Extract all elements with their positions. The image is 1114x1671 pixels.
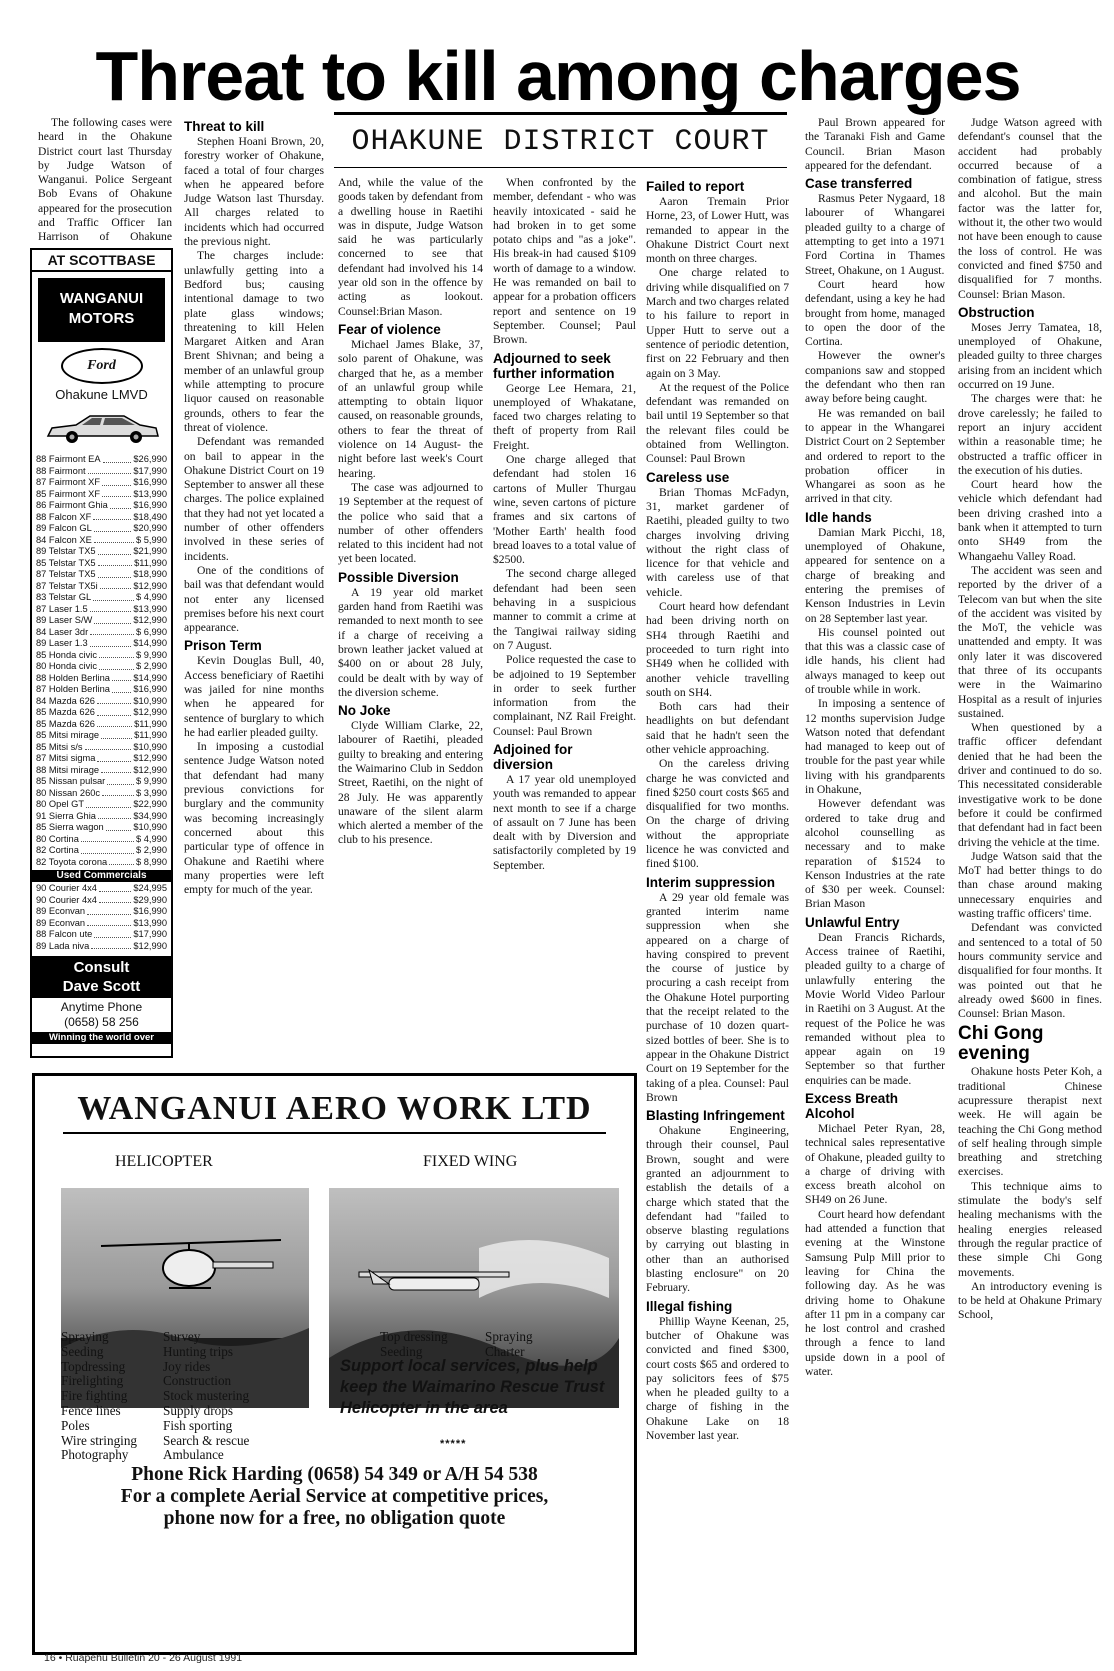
price-row [36, 929, 167, 941]
slogan: Winning the world over [32, 1032, 171, 1044]
vehicle-price: $11,990 [134, 718, 167, 729]
service-item: Seeding [380, 1343, 423, 1359]
price-row [36, 730, 167, 742]
vehicle-name: 87 Mitsi sigma [36, 753, 96, 763]
vehicle-name: 88 Falcon XF [36, 511, 92, 522]
price-row [36, 581, 167, 593]
vehicle-name: 85 Mitsi s/s [36, 741, 83, 752]
vehicle-price: $ 4,990 [135, 592, 167, 602]
vehicle-name: 85 Mazda 626 [36, 718, 95, 729]
vehicle-name: 86 Fairmont Ghia [36, 500, 108, 510]
service-item: Poles [61, 1417, 90, 1433]
wanganui-motors-logo: WANGANUI MOTORS [38, 278, 165, 342]
price-row [36, 765, 167, 777]
price-row [36, 753, 167, 765]
vehicle-name: 85 Telstar TX5 [36, 557, 96, 568]
vehicle-name: 82 Cortina [36, 845, 79, 855]
vehicle-price: $10,990 [133, 822, 167, 832]
column-4: When confronted by the member, defendant - who was heavily intoxicated - said he had broken in to get some potato chips and "as a joke". His break-in had caused $109 worth of damage to a window. He was remanded on bail to appear for a probation officers report and sentence on 19 September. Counsel; Paul Brown. Adjourned to seek further information George Lee Hemara, 21, unemployed of Whakatane, faced two charges relating to theft of property from Rail Freight. One charge alleged that defendant had stolen 16 cartons of Muller Thurgau wine, seven cartons of picture frames and six cartons of 'Mother Earth' health food bread loaves to a total value of $2500. The second charge alleged defendant had been seen behaving in a suspicious manner to commit a crime at the Tangiwai railway siding on 7 August. Police requested the case to be adjoined to 19 September in order to seek further information from the complainant, NZ Rail Freight. Counsel: Paul Brown Adjoined for diversion A 17 year old unemployed youth was remanded to appear next month to see if a charge of assault on 7 June has been dealt with by Diversion and satisfactorily completed by 19 September. [493, 176, 636, 872]
vehicle-price: $17,990 [133, 929, 167, 939]
section-heading: Idle hands [805, 509, 872, 525]
vehicle-price: $ 2,990 [135, 661, 167, 671]
price-row [36, 592, 167, 604]
vehicle-name: 87 Laser 1.5 [36, 603, 88, 614]
services-list-2 [163, 1330, 249, 1463]
price-row [36, 477, 167, 489]
vehicle-name: 87 Telstar TX5 [36, 569, 96, 579]
service-item: Top dressing [380, 1329, 448, 1344]
price-row [36, 799, 167, 811]
service-item: Supply drops [163, 1402, 233, 1418]
price-row [36, 454, 167, 466]
service-item: Ambulance [163, 1447, 224, 1463]
service-item: Joy rides [163, 1358, 211, 1374]
vehicle-price: $17,990 [133, 465, 167, 476]
price-row [36, 535, 167, 547]
car-price-list [32, 450, 171, 868]
section-heading: No Joke [338, 703, 391, 719]
service-item: Stock mustering [163, 1388, 250, 1404]
vehicle-price: $16,990 [133, 684, 167, 694]
vehicle-name: 85 Nissan pulsar [36, 776, 106, 786]
vehicle-name: 89 Telstar TX5 [36, 546, 96, 556]
vehicle-name: 82 Toyota corona [36, 856, 108, 867]
vehicle-price: $ 2,990 [135, 845, 167, 855]
divider [63, 1132, 606, 1134]
column-3: And, while the value of the goods taken by defendant from a dwelling house in Raetihi was in dispute, Judge Watson said he was particularly concerned to see that defendant had involved his 14 year old son in the offence by acting as lookout. Counsel:Brian Mason. Fear of violence Michael James Blake, 37, solo parent of Ohakune, was charged that he, as a member of an unlawful group while attempting to obtain liquor caused, on reasonable grounds, others to fear the threat of violence on 14 August- the night before last week's Court hearing. The case was adjourned to 19 September at the request of the police who said that a number of other offenders related to this incident had not yet been located. Possible Diversion A 19 year old market garden hand from Raetihi was remanded to next month to see if a charge of receiving a brown leather jacket valued at $400 on or about 28 July, could be dealt with by way of the diversion scheme. No Joke Clyde William Clarke, 22, labourer of Raetihi, pleaded guilty to breaking and entering the Waimarino Club in Seddon Street, Raetihi, on the night of 28 July. He was apparently unaware of the silent alarm which alerted a member of the club to his presence. [338, 176, 483, 847]
vehicle-name: 87 Telstar TX5i [36, 580, 98, 591]
fixed-wing-label: FIXED WING [423, 1153, 518, 1170]
service-item: Search & rescue [163, 1432, 250, 1448]
vehicle-price: $ 9,990 [135, 776, 167, 786]
contact-block: Phone Rick Harding (0658) 54 349 or A/H 54 538 For a complete Aerial Service at competitive prices, phone now for a free, no obligation quote [120, 1464, 549, 1529]
vehicle-price: $14,990 [133, 638, 167, 648]
vehicle-price: $ 9,990 [135, 649, 167, 660]
vehicle-name: 91 Sierra Ghia [36, 810, 96, 821]
vehicle-name: 85 Mitsi mirage [36, 730, 100, 740]
price-row [36, 627, 167, 639]
price-row [36, 500, 167, 512]
vehicle-price: $10,990 [133, 741, 167, 752]
section-heading: Adjoined for diversion [493, 741, 573, 772]
vehicle-name: 88 Holden Berlina [36, 672, 110, 683]
vehicle-name: 89 Econvan [36, 906, 86, 916]
vehicle-name: 89 Falcon GL [36, 523, 92, 533]
section-heading: Illegal fishing [646, 1298, 733, 1314]
vehicle-price: $12,990 [133, 615, 167, 625]
section-heading: Possible Diversion [338, 569, 459, 585]
section-heading: Interim suppression [646, 874, 776, 890]
price-row [36, 546, 167, 558]
vehicle-price: $18,490 [133, 511, 167, 522]
section-heading: Threat to kill [184, 119, 265, 134]
service-item: Seeding [61, 1343, 104, 1359]
support-message: Support local services, plus help keep the Waimarino Rescue Trust Helicopter in the area [340, 1357, 605, 1417]
service-item: Fence lines [61, 1402, 121, 1418]
column-1 [38, 116, 172, 246]
price-row [36, 742, 167, 754]
vehicle-name: 85 Honda civic [36, 649, 97, 660]
service-item: Spraying [485, 1329, 533, 1344]
vehicle-name: 88 Fairmont EA [36, 454, 101, 464]
price-row [36, 650, 167, 662]
vehicle-name: 80 Honda civic [36, 661, 97, 671]
used-commercials-label: Used Commercials [32, 870, 171, 882]
price-row [36, 638, 167, 650]
vehicle-price: $26,990 [133, 454, 167, 464]
price-row [36, 673, 167, 685]
service-item: Spraying [61, 1329, 109, 1344]
vehicle-price: $13,990 [133, 603, 167, 614]
price-row [36, 523, 167, 535]
price-row [36, 707, 167, 719]
vehicle-name: 89 Lada niva [36, 940, 90, 951]
section-heading: Obstruction [958, 304, 1035, 320]
vehicle-price: $11,990 [134, 557, 167, 568]
vehicle-price: $12,990 [133, 764, 167, 775]
aero-title: WANGANUI AERO WORK LTD [77, 1090, 592, 1127]
service-item: Hunting trips [163, 1343, 233, 1359]
aero-work-advert [32, 1073, 637, 1655]
vehicle-name: 85 Sierra wagon [36, 822, 104, 832]
vehicle-name: 83 Telstar GL [36, 592, 92, 602]
scottbase-header: AT SCOTTBASE [32, 250, 171, 272]
vehicle-name: 85 Mazda 626 [36, 707, 95, 717]
service-item: Fire fighting [61, 1388, 128, 1404]
price-row [36, 661, 167, 673]
vehicle-price: $18,990 [133, 569, 167, 579]
service-item: Charter [485, 1343, 525, 1359]
price-row [36, 857, 167, 869]
commercials-price-list [32, 883, 171, 952]
vehicle-price: $ 5,990 [135, 534, 167, 545]
price-row [36, 918, 167, 930]
price-row [36, 788, 167, 800]
section-heading: Failed to report [646, 179, 745, 194]
vehicle-price: $13,990 [133, 488, 167, 499]
vehicle-price: $ 3,990 [135, 787, 167, 798]
vehicle-price: $10,990 [133, 695, 167, 706]
page-footer: 16 • Ruapehu Bulletin 20 - 26 August 1991 [44, 1652, 243, 1664]
vehicle-name: 90 Courier 4x4 [36, 883, 97, 893]
vehicle-name: 90 Courier 4x4 [36, 894, 97, 905]
vehicle-price: $13,990 [133, 917, 167, 928]
section-heading: Unlawful Entry [805, 914, 900, 930]
vehicle-price: $29,990 [133, 894, 167, 905]
price-row [36, 512, 167, 524]
price-row [36, 895, 167, 907]
vehicle-name: 84 Laser 3dr [36, 626, 89, 637]
vehicle-price: $11,990 [134, 730, 167, 740]
section-heading: Chi Gong evening [958, 1023, 1044, 1065]
car-icon [42, 408, 162, 448]
service-item: Survey [163, 1329, 201, 1344]
price-row [36, 822, 167, 834]
price-row [36, 558, 167, 570]
section-heading: Careless use [646, 469, 730, 485]
service-item: Topdressing [61, 1358, 126, 1374]
vehicle-name: 87 Holden Berlina [36, 684, 110, 694]
vehicle-price: $16,990 [133, 906, 167, 916]
section-heading: Excess Breath Alcohol [805, 1091, 899, 1121]
intro-paragraph: The following cases were heard in the Ohakune District court last Thursday by Judge Watson of Wanganui. Police Sergeant Bob Evans of Ohakune appeared for the prosecution and Traffic Officer Ian Harrison of Ohakune [38, 116, 172, 244]
vehicle-price: $16,990 [133, 477, 167, 487]
column-6: Paul Brown appeared for the Taranaki Fish and Game Council. Brian Mason appeared for the defendant. Case transferred Rasmus Peter Nygaard, 18 labourer of Whangarei pleaded guilty to a charge of attempting to get into a 1971 Ford Cortina in Thames Street, Ohakune, on 1 August. Court heard how defendant, using a key he had brought from home, managed to open the door of the Cortina. However the owner's companions saw and stopped the defendant who then ran away before being caught. He was remanded on bail to appear in the Whangarei District Court on 2 September and ordered to report to the probation officer in Whangarei as soon as he arrived in that city. Idle hands Damian Mark Picchi, 18, unemployed of Ohakune, appeared for sentence on a charge of breaking and entering the premises of Kenson Industries in Levin on 28 September last year. His counsel pointed out that this was a classic case of idle hands, his client had always managed to keep out of trouble while in work. In imposing a sentence of 12 months supervision Judge Watson noted that defendant had managed to keep out of trouble for the past year while living with his grandparents in Ohakune, However defendant was ordered to take drug and alcohol counselling as necessary and to make reparation of $1524 to Kenson Industries at the rate of $30 per week. Counsel: Brian Mason Unlawful Entry Dean Francis Richards, Access trainee of Raetihi, pleaded guilty to a charge of unlawfully entering the Movie World Video Parlour in Raetihi on 3 August. At the request of the Police he was remanded without plea to appear again on 19 September so that further enquiries can be made. Excess Breath Alcohol Michael Peter Ryan, 28, technical sales representative of Ohakune, pleaded guilty to a charge of driving with excess breath alcohol on SH49 on 26 June. Court heard how defendant had attended a function that evening at the Winstone Samsung Pulp Mill prior to leaving for China the following day. As he was driving home to Ohakune after 11 pm in a company car he lost control and crashed through a fence to land upside down in a pool of water. [805, 116, 945, 1379]
helicopter-label: HELICOPTER [115, 1153, 213, 1170]
section-heading: Case transferred [805, 176, 913, 192]
vehicle-name: 89 Laser 1.3 [36, 638, 88, 648]
vehicle-price: $12,990 [133, 580, 167, 591]
price-row [36, 615, 167, 627]
price-row [36, 569, 167, 581]
vehicle-price: $12,990 [133, 940, 167, 951]
section-heading: Prison Term [184, 638, 262, 654]
page-headline: Threat to kill among charges [95, 37, 1021, 115]
vehicle-price: $34,990 [133, 810, 167, 821]
price-row [36, 776, 167, 788]
vehicle-name: 89 Laser S/W [36, 615, 93, 625]
anytime-phone: Anytime Phone (0658) 58 256 [60, 1000, 143, 1029]
section-heading: Adjourned to seek further information [493, 350, 615, 381]
vehicle-name: 84 Falcon XE [36, 534, 92, 545]
column-7: Judge Watson agreed with defendant's counsel that the accident had probably occurred because of a combination of fatigue, stress and alcohol. But the main factor was the latter for, without it, the other two would not have been enough to cause the loss of control. He was convicted and fined $750 and disqualified for 7 months. Counsel: Brian Mason. Obstruction Moses Jerry Tamatea, 18, unemployed of Ohakune, pleaded guilty to three charges arising from an incident which occurred on 19 June. The charges were that: he drove carelessly; he failed to report an injury accident within a reasonable time; he obstructed a traffic officer in the execution of his duties. Court heard how the vehicle which defendant had been driving crashed into a bank when it attempted to turn onto SH49 from the Whangaehu Valley Road. The accident was seen and reported by the driver of a Telecom van but when the site of the accident was visited by the MoT, the vehicle was unattended and empty. It was only later it was discovered that three of its occupants were in the Waimarino Hospital as a result of injuries sustained. When questioned by a traffic officer defendant denied that he had been the driver and continued to do so. This necessitated considerable investigative work to be done before it could be confirmed that defendant had in fact been driving the vehicle at the time. Judge Watson said that the MoT had better things to do than chase around making unnecessary enquiries and wasting traffic officers' time. Defendant was convicted and sentenced to a total of 50 hours community service and disqualified for four months. It was pointed out that he already owed $600 in fines. Counsel: Brian Mason. Chi Gong evening Ohakune hosts Peter Koh, a traditional Chinese acupressure therapist next week. He will again be teaching the Chi Gong method of self healing through simple breathing and stretching exercises. This technique aims to stimulate the body's self healing mechanisms with the healing energies released through the regular practice of these simple Chi Gong movements. An introductory evening is to be held at Ohakune Primary School, [958, 116, 1102, 1322]
vehicle-price: $ 8,990 [135, 856, 167, 867]
price-row [36, 466, 167, 478]
vehicle-price: $ 6,990 [135, 626, 167, 637]
vehicle-price: $12,990 [133, 707, 167, 717]
column-5: Failed to report Aaron Tremain Prior Horne, 23, of Lower Hutt, was remanded to appear in the Ohakune District Court next month on three charges. One charge related to driving while disqualified on 7 March and two charges related to his failure to report in Upper Hutt to serve out a sentence of periodic detention, first on 22 February and then again on 3 May. At the request of the Police defendant was remanded on bail until 19 September so that the relevant files could be obtained from Wellington. Counsel: Paul Brown Careless use Brian Thomas McFadyn, 31, market gardener of Raetihi, pleaded guilty to two charges involving driving without the right class of licence for that vehicle and with careless use of that vehicle. Court heard how defendant had been driving north on SH4 through Raetihi and proceeded to turn right into SH49 when he collided with another vehicle travelling south on SH4. Both cars had their headlights on but defendant said that he hadn't seen the other vehicle approaching. On the careless driving charge he was convicted and fined $250 court costs $65 and disqualified for two months. On the charge of driving without the appropriate licence he was convicted and fined $100. Interim suppression A 29 year old female was granted interim name suppression when she appeared on a charge of having conspired to prevent the course of justice by procuring a cash receipt from the Ohakune Hotel purporting that the receipt related to the purchase of 10 dozen quart-sized bottles of beer. She is to appear in the Ohakune District Court on 19 September for the taking of a plea. Counsel: Paul Brown Blasting Infringement Ohakune Engineering, through their counsel, Paul Brown, sought and were granted an adjournment to establish the details of a charge which stated that the defendant had "failed to observe blasting regulations by carrying out blasting in other than an authorised blasting enclosure" on 20 February. Illegal fishing Phillip Wayne Keenan, 25, butcher of Ohakune was convicted and fined $300, court costs $65 and ordered to pay solicitors fees of $75 when he pleaded guilty to a charge of fishing in the Ohakune Lake on 18 November last year. [646, 179, 789, 1443]
vehicle-price: $14,990 [133, 672, 167, 683]
vehicle-name: 88 Fairmont [36, 465, 86, 476]
services-list-1 [61, 1330, 137, 1463]
vehicle-name: 89 Econvan [36, 917, 86, 928]
price-row [36, 845, 167, 857]
stars: ***** [440, 1438, 467, 1450]
scottbase-advert [30, 248, 173, 1058]
vehicle-price: $16,990 [133, 500, 167, 510]
price-row [36, 696, 167, 708]
vehicle-name: 80 Nissan 260c [36, 787, 101, 798]
price-row [36, 489, 167, 501]
price-row [36, 834, 167, 846]
vehicle-name: 88 Mitsi mirage [36, 764, 100, 775]
vehicle-price: $24,995 [133, 883, 167, 893]
service-item: Firelighting [61, 1373, 124, 1389]
price-row [36, 811, 167, 823]
vehicle-name: 84 Mazda 626 [36, 695, 95, 706]
vehicle-name: 87 Fairmont XF [36, 477, 101, 487]
vehicle-name: 85 Fairmont XF [36, 488, 101, 499]
vehicle-price: $20,990 [133, 523, 167, 533]
service-item: Fish sporting [163, 1417, 233, 1433]
vehicle-price: $12,990 [133, 753, 167, 763]
section-heading: Fear of violence [338, 321, 441, 337]
price-row [36, 604, 167, 616]
vehicle-price: $22,990 [133, 799, 167, 809]
price-row [36, 883, 167, 895]
court-banner: OHAKUNE DISTRICT COURT [334, 112, 787, 168]
dealer-label: Ohakune LMVD [55, 387, 148, 402]
vehicle-price: $21,990 [133, 546, 167, 556]
vehicle-name: 88 Falcon ute [36, 929, 93, 939]
price-row [36, 906, 167, 918]
vehicle-name: 80 Cortina [36, 833, 79, 844]
vehicle-price: $ 4,990 [135, 833, 167, 844]
column-2: Threat to kill Stephen Hoani Brown, 20, forestry worker of Ohakune, faced a total of four charges when he appeared before Judge Watson last Thursday. All charges related to incidents which had occurred the previous night. The charges include: unlawfully getting into a Bedford bus; causing intentional damage to two plate glass windows; threatening to kill Helen Margaret Aitken and Aran Brent Shivnan; and being a member of an unlawful group while attempting to procure liquor caused on reasonable grounds, others to fear the threat of violence. Defendant was remanded on bail to appear in the Ohakune District Court on 19 September to answer all these charges. The police explained that they had not yet located a number of other offenders involved in these series of incidents. One of the conditions of bail was that defendant would not enter any licensed premises before his next court appearance. Prison Term Kevin Douglas Bull, 40, Access beneficiary of Raetihi was jailed for nine months when he appeared for sentence of burglary to which he had earlier pleaded guilty. In imposing a custodial sentence Judge Watson noted that defendant had many previous convictions for burglary and the community was becoming increasingly concerned about this particular type of offence in Ohakune and Raetihi where many properties were left empty for much of the year. [184, 119, 324, 897]
price-row [36, 941, 167, 953]
service-item: Construction [163, 1373, 232, 1389]
service-item: Photography [61, 1447, 129, 1463]
ford-logo: Ford [61, 348, 143, 384]
vehicle-name: 80 Opel GT [36, 799, 85, 809]
section-heading: Blasting Infringement [646, 1108, 785, 1124]
service-item: Wire stringing [61, 1432, 138, 1448]
consult-dave-scott: Consult Dave Scott [32, 956, 171, 998]
price-row [36, 719, 167, 731]
price-row [36, 684, 167, 696]
